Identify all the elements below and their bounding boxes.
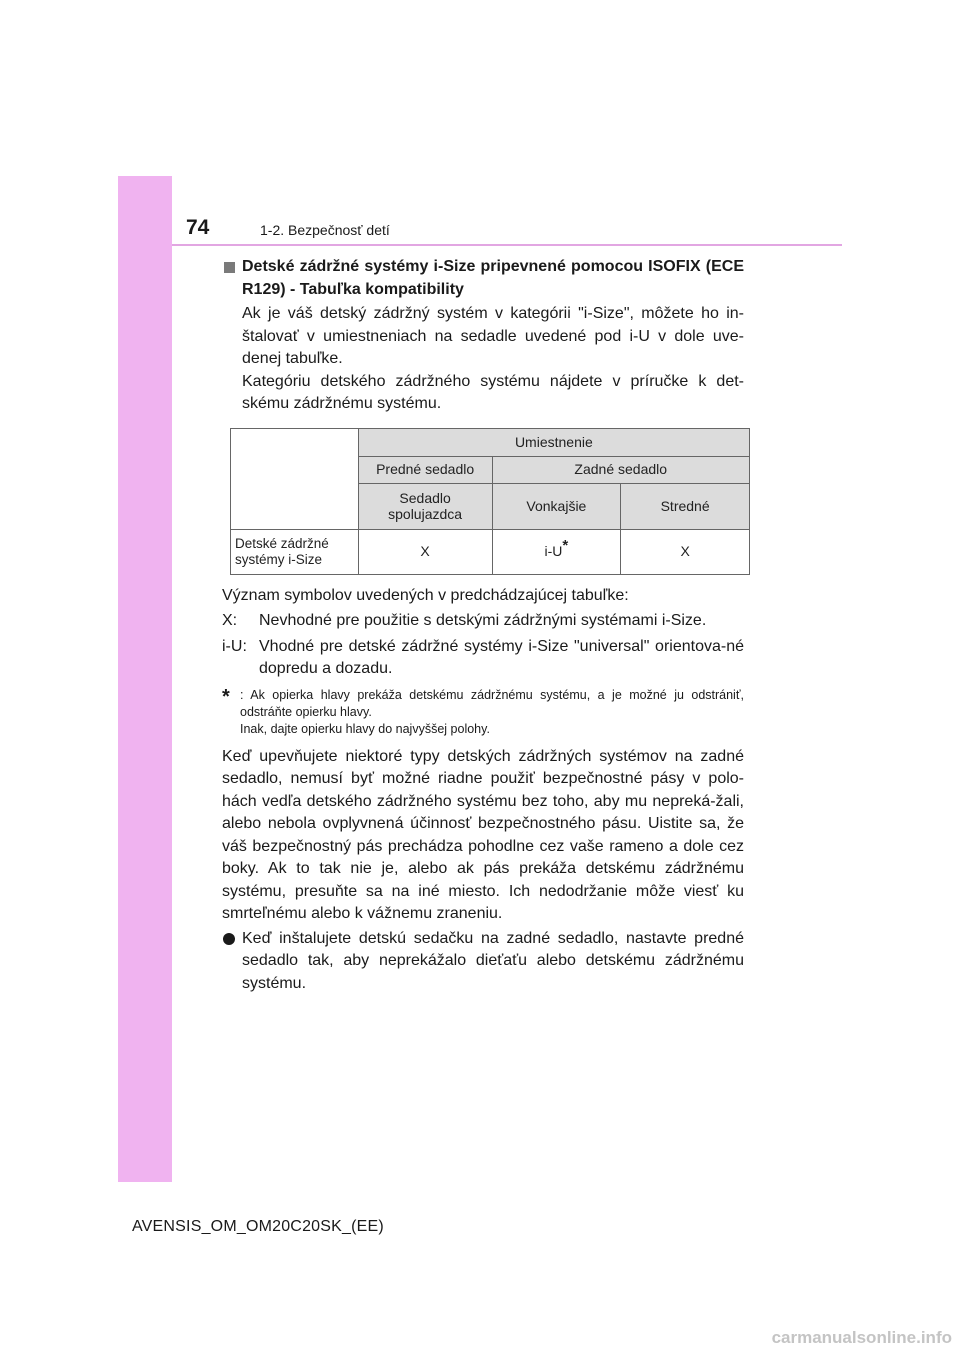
header-divider: [172, 244, 842, 246]
footnote: [222, 687, 744, 738]
legend-x-key: X:: [222, 612, 238, 629]
intro-paragraph-2: Kategóriu detského zádržného systému nájdete v príručke k det-skému zádržnému systému.: [242, 372, 744, 412]
header-passenger-seat: Sedadlo spolujazdca: [358, 483, 492, 529]
cell-outer-text: i-U: [544, 543, 563, 560]
bullet-item: [222, 928, 744, 996]
subsection-heading: [222, 256, 744, 301]
legend-iu: [222, 636, 744, 681]
intro-paragraph-1: Ak je váš detský zádržný systém v kategórii "i-Size", môžete ho in-štalovať v umiestneniach na sedadle uvedené pod i-U v dole uve-denej tabuľke.: [242, 305, 744, 367]
header-front-seat: Predné sedadlo: [358, 456, 492, 483]
cell-passenger-value: X: [358, 529, 492, 574]
page-content: [222, 256, 744, 995]
bullet-item-text: Keď inštalujete detskú sedačku na zadné sedadlo, nastavte predné sedadlo tak, aby neprekážalo dieťaťu alebo detskému zádržnému systému.: [242, 929, 744, 992]
footnote-star: *: [222, 685, 230, 708]
header-rear-seat: Zadné sedadlo: [492, 456, 750, 483]
body-paragraph: Keď upevňujete niektoré typy detských zádržných systémov na zadné sedadlo, nemusí byť možné riadne použiť bezpečnostné pásy v polo-hách vedľa detského zádržného systému bez toho, aby mu nepreká-žali, alebo nebola ovplyvnená účinnosť bezpečnostného pásu. Uistite sa, že váš bezpečnostný pás prechádza pohodlne cez vaše rameno a dole cez boky. Ak to tak nie je, alebo ak pás prekáža detskému zádržnému systému, presuňte sa na iné miesto. Ich nedodržanie môže viesť ku smrteľnému alebo k vážnemu zraneniu.: [222, 747, 744, 922]
footnote-text-1: : Ak opierka hlavy prekáža detskému zádržnému systému, a je možné ju odstrániť, odstráňte opierku hlavy.: [240, 687, 744, 719]
document-code: AVENSIS_OM_OM20C20SK_(EE): [132, 1218, 384, 1235]
legend-iu-key: i-U:: [222, 637, 247, 655]
chapter-tab-sidebar: [118, 176, 172, 1182]
cell-outer-value: [492, 529, 621, 574]
table-corner-cell: [231, 428, 359, 529]
footnote-text-2: Inak, dajte opierku hlavy do najvyššej polohy.: [240, 721, 490, 736]
footnote-marker: *: [562, 536, 569, 554]
header-center-seat: Stredné: [621, 483, 750, 529]
watermark: carmanualsonline.info: [771, 1328, 952, 1347]
legend-x-text: Nevhodné pre použitie s detskými zádržnými systémami i-Size.: [259, 612, 707, 629]
round-bullet-icon: [223, 933, 235, 945]
legend-intro: Význam symbolov uvedených v predchádzajúcej tabuľke:: [222, 586, 629, 604]
compatibility-table: [230, 428, 750, 575]
header-location: Umiestnenie: [358, 428, 749, 456]
cell-center-value: X: [621, 529, 750, 574]
page-number: 74: [186, 216, 210, 239]
legend-iu-text: Vhodné pre detské zádržné systémy i-Size "universal" orientova-né dopredu a dozadu.: [259, 637, 744, 677]
legend-x: [222, 610, 744, 633]
section-title: 1-2. Bezpečnosť detí: [260, 222, 390, 238]
subsection-heading-text: Detské zádržné systémy i-Size pripevnené pomocou ISOFIX (ECE R129) - Tabuľka kompatibility: [242, 258, 744, 298]
header-outer-seat: Vonkajšie: [492, 483, 621, 529]
square-bullet-icon: [224, 262, 235, 273]
row-label-isize: Detské zádržné systémy i-Size: [231, 529, 359, 574]
